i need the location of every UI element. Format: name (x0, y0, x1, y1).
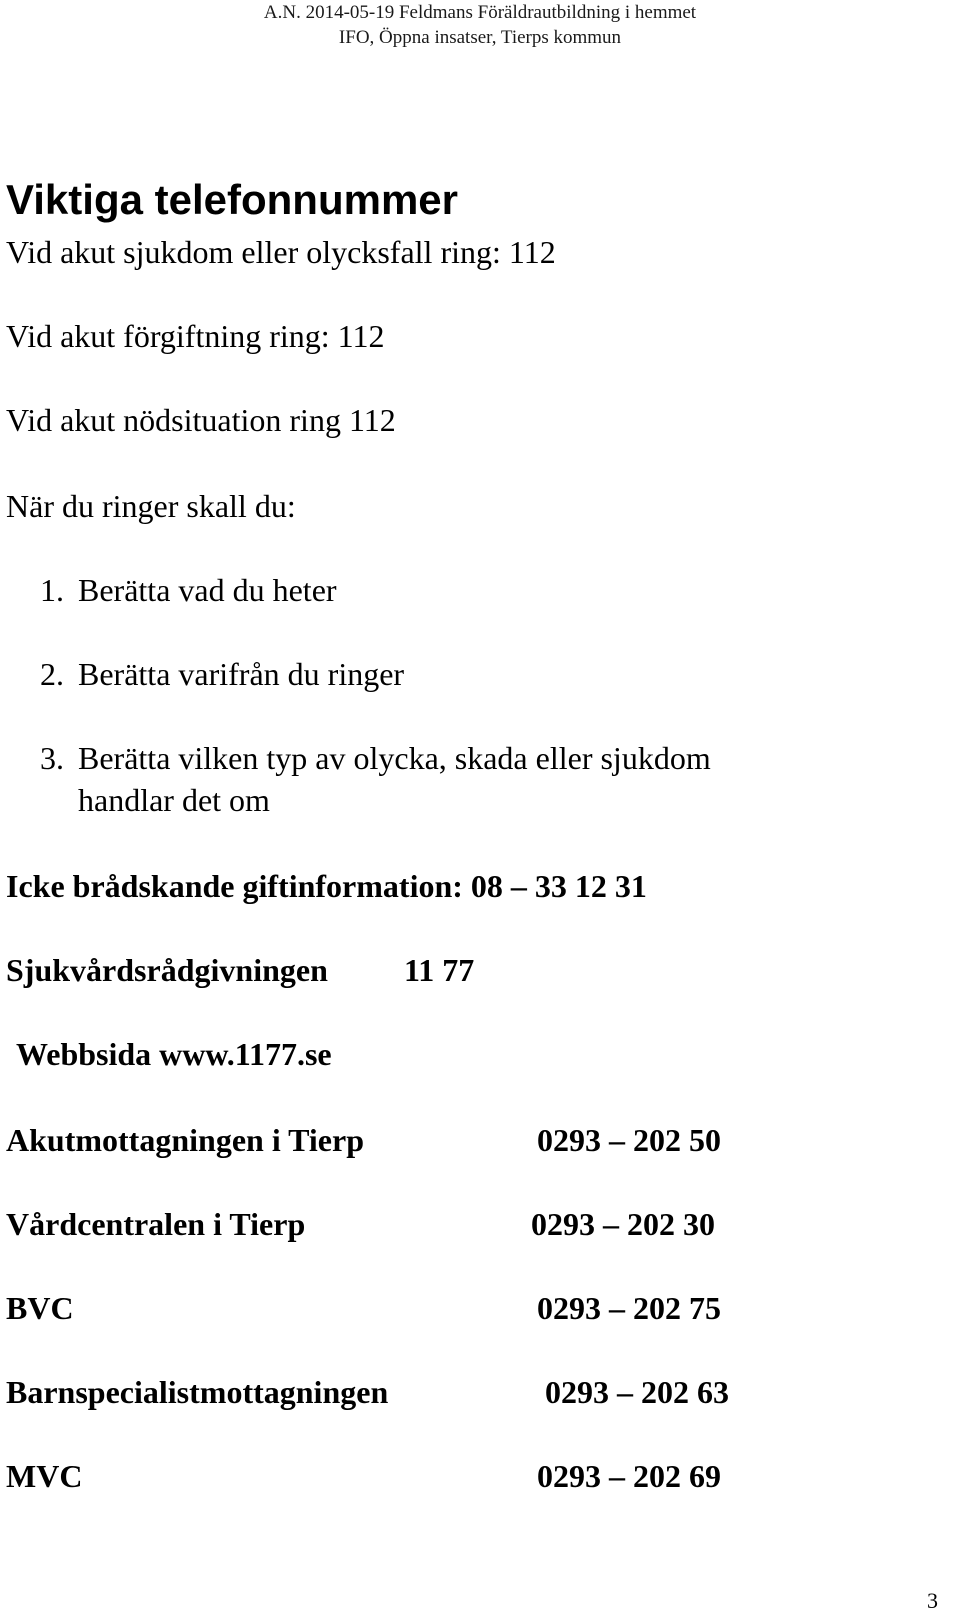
header-line-1: A.N. 2014-05-19 Feldmans Föräldrautbildning i hemmet (263, 2, 697, 23)
step-2-text: Berätta varifrån du ringer (78, 656, 405, 692)
step-3-text: Berätta vilken typ av olycka, skada eller sjukdom (78, 740, 711, 776)
contact-number-vardcentralen: 0293 – 202 30 (531, 1206, 715, 1242)
instructions-intro: När du ringer skall du: (6, 488, 296, 524)
step-2-number: 2. (40, 656, 64, 692)
website-info: Webbsida www.1177.se (16, 1036, 332, 1072)
healthcare-advice-number: 11 77 (404, 952, 475, 988)
contact-number-barnspecialist: 0293 – 202 63 (545, 1374, 729, 1410)
page-number: 3 (927, 1588, 938, 1613)
step-3-text-continued: handlar det om (78, 782, 270, 818)
contact-name-barnspecialist: Barnspecialistmottagningen (6, 1374, 389, 1410)
healthcare-advice-label: Sjukvårdsrådgivningen (6, 952, 328, 988)
page-header (0, 0, 960, 50)
contact-name-vardcentralen: Vårdcentralen i Tierp (6, 1206, 306, 1242)
header-line-2: IFO, Öppna insatser, Tierps kommun (338, 27, 622, 48)
step-3-number: 3. (40, 740, 64, 776)
contact-number-mvc: 0293 – 202 69 (537, 1458, 721, 1494)
contact-number-akutmottagningen: 0293 – 202 50 (537, 1122, 721, 1158)
contact-number-bvc: 0293 – 202 75 (537, 1290, 721, 1326)
poison-info: Icke brådskande giftinformation: 08 – 33 12 31 (6, 868, 647, 904)
page-title: Viktiga telefonnummer (6, 176, 458, 223)
emergency-line-3: Vid akut nödsituation ring 112 (6, 402, 396, 438)
contact-name-bvc: BVC (6, 1290, 74, 1326)
step-1-text: Berätta vad du heter (78, 572, 337, 608)
step-1-number: 1. (40, 572, 64, 608)
emergency-line-1: Vid akut sjukdom eller olycksfall ring: 112 (6, 234, 556, 270)
contact-name-akutmottagningen: Akutmottagningen i Tierp (6, 1122, 364, 1158)
contact-name-mvc: MVC (6, 1458, 83, 1494)
emergency-line-2: Vid akut förgiftning ring: 112 (6, 318, 385, 354)
